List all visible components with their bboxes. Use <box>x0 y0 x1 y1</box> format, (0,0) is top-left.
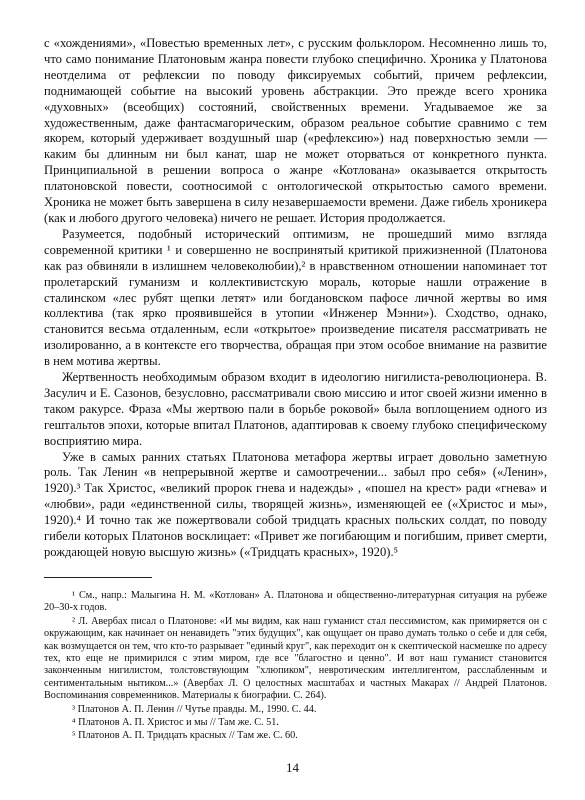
paragraph-4: Уже в самых ранних статьях Платонова метафора жертвы играет довольно заметную роль. Так Ленин «в непрерывной жертве и самоотречении... забыл про себя» («Ленин», 1920).³ Так Христос, «великий пророк гнева и надежды» , «пошел на крест» ради «гнева» и «любви», ради «единственной силы, творящей жизнь», изменяющей ее («Христос и мы», 1920).⁴ И точно так же пожертвовали собой тридцать красных польских солдат, по поводу гибели которых Платонов восклицает: «Привет же погибающим и погибшим, привет смерти, рождающей новую высшую жизнь» («Тридцать красных», 1920).⁵ <box>44 449 547 559</box>
footnote-3: ³ Платонов А. П. Ленин // Чутье правды. М., 1990. С. 44. <box>72 703 317 715</box>
footnotes <box>44 590 547 743</box>
footnote-2: ² Л. Авербах писал о Платонове: «И мы видим, как наш гуманист стал пессимистом, как примиряется он с окружающим, как начинает он ненавидеть "этих будущих", как ощущает он право думать только о себе и для себя, как возмущается он тем, что кто-то разрывает "единый круг", как переходит он к скептической насмешке по адресу тех, кто еще не примирился с этим миром, где все "благостно и ценно". И вот наш гуманист становится законченным нигилистом, толстовствующим "хлюпиком", невротическим интеллигентом, расслабленным и сентиментальным нытиком...» (Авербах Л. О целостных масштабах и частных Макарах // Андрей Платонов. Воспоминания современников. Материалы к биографии. С. 264). <box>44 615 547 702</box>
main-text <box>44 36 547 561</box>
paragraph-1: с «хождениями», «Повестью временных лет», с русским фольклором. Несомненно лишь то, что само понимание Платоновым жанра повести глубоко специфично. Хроника у Платонова неотделима от рефлексии по поводу фиксируемых событий, причем рефлексии, поднимающей событие на высокий уровень абстракции. Это прежде всего хроника «духовных» (всеобщих) состояний, свойственных времени. Угадываемое же за художественным, даже фантасмагорическим, образом реальное событие сравнимо с тем якорем, который удерживает воздушный шар («рефлексию») над поверхностью земли — каким бы длинным ни был канат, шар не может оторваться от конкретного пункта. Принципиальной в решении вопроса о жанре «Котлована» оказывается открытость платоновской повести, соотносимой с онтологической открытостью самого времени. Хроника не может быть завершена в силу незавершаемости времени. Даже гибель хроникера (как и любого другого человека) ничего не решает. История продолжается. <box>44 36 547 225</box>
footnote-1: ¹ См., напр.: Малыгина Н. М. «Котлован» А. Платонова и общественно-литературная ситуация на рубеже 20–30-х годов. <box>44 589 547 614</box>
page-number: 14 <box>286 760 299 775</box>
paragraph-2: Разумеется, подобный исторический оптимизм, не прошедший мимо взгляда современной критики ¹ и совершенно не воспринятый критикой прижизненной (Платонова как раз обвиняли в излишнем человеколюбии),² в нравственном отношении напоминает тот пролетарский гуманизм и коллективистскую мораль, которые нашли отражение в сталинском «лес рубят щепки летят» или богдановском пафосе личной жертвы во имя коллектива (так ярко проявившейся в утопии «Инженер Мэнни»). Сходство, однако, становится весьма отдаленным, если «открытое» произведение писателя рассматривать не изолированно, а в контексте его творчества, обращая при этом особое внимание на развитие в нем мотива жертвы. <box>44 226 547 369</box>
footnote-separator <box>44 577 152 578</box>
paragraph-3: Жертвенность необходимым образом входит в идеологию нигилиста-революционера. В. Засулич и Е. Сазонов, безусловно, рассматривали свою миссию и итог своей жизни именно в таком ракурсе. Фраза «Мы жертвою пали в борьбе роковой» была воплощением одного из гештальтов эпохи, которые впитал Платонов, адаптировав к своему глубоко специфическому восприятию мира. <box>44 370 547 448</box>
footnote-4: ⁴ Платонов А. П. Христос и мы // Там же. С. 51. <box>72 716 279 728</box>
footnote-5: ⁵ Платонов А. П. Тридцать красных // Там же. С. 60. <box>72 730 298 742</box>
